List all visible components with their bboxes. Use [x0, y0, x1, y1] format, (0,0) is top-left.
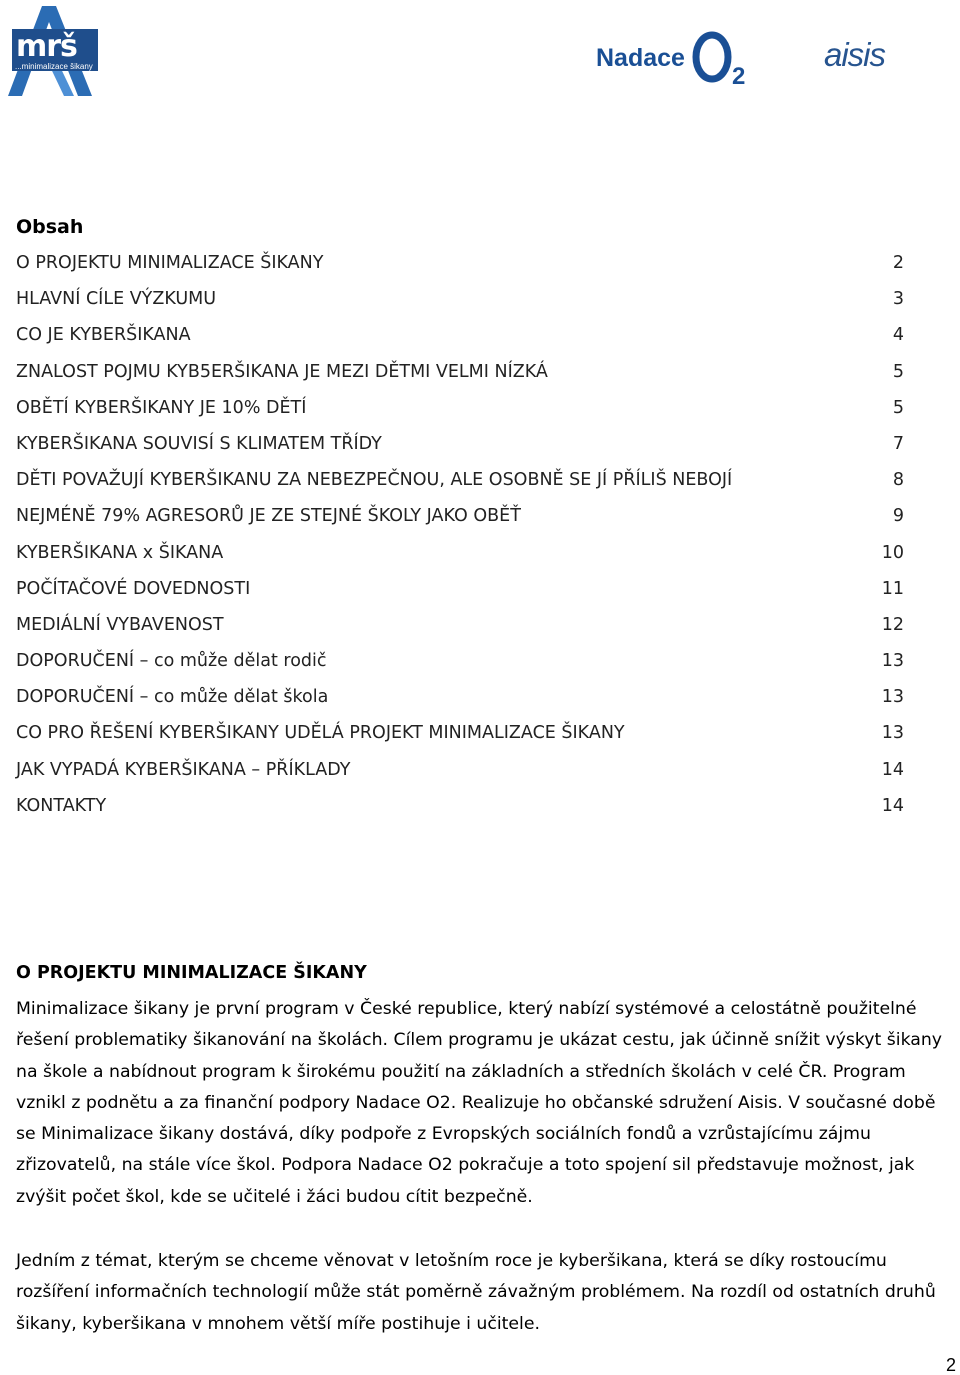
toc-item[interactable]	[16, 288, 904, 324]
toc-item-page: 14	[881, 759, 904, 780]
toc-item-page: 4	[892, 325, 904, 346]
mrs-logo-bar	[12, 29, 98, 71]
toc-item[interactable]	[16, 397, 904, 433]
toc-item-title: NEJMÉNĚ 79% AGRESORŮ JE ZE STEJNÉ ŠKOLY JAKO OBĚŤ	[16, 506, 521, 527]
toc-item[interactable]	[16, 722, 904, 758]
toc-item-title: CO JE KYBERŠIKANA	[16, 325, 191, 346]
toc-item-page: 7	[892, 433, 904, 454]
table-of-contents	[16, 252, 904, 831]
toc-item-page: 5	[892, 397, 904, 418]
o2-logo-icon	[692, 30, 754, 88]
nadace-o2-logo	[596, 30, 756, 90]
toc-item-page: 8	[892, 470, 904, 491]
toc-item-page: 13	[881, 723, 904, 744]
mrs-logo-word: mrš	[16, 29, 77, 64]
toc-item[interactable]	[16, 361, 904, 397]
aisis-logo	[824, 38, 928, 72]
toc-item[interactable]	[16, 650, 904, 686]
toc-item-title: DOPORUČENÍ – co může dělat škola	[16, 687, 329, 708]
toc-item-title: POČÍTAČOVÉ DOVEDNOSTI	[16, 578, 251, 599]
toc-item[interactable]	[16, 686, 904, 722]
toc-item-page: 9	[892, 506, 904, 527]
toc-item-title: KONTAKTY	[16, 795, 107, 816]
nadace-logo-word: Nadace	[596, 44, 685, 72]
toc-item[interactable]	[16, 433, 904, 469]
toc-item[interactable]	[16, 795, 904, 831]
section-paragraph-2: Jedním z témat, kterým se chceme věnovat v letošním roce je kyberšikana, která se díky rostoucímu rozšíření informačních technologií může stát poměrně závažným problémem. Na rozdíl od ostatních druhů šikany, kyberšikana v mnohem větší míře postihuje i učitele.	[16, 1251, 936, 1334]
section-paragraph-1: Minimalizace šikany je první program v České republice, který nabízí systémové a celostátně použitelné řešení problematiky šikanování na školách. Cílem programu je ukázat cestu, jak účinně snížit výskyt šikany na škole a nabídnout program k širokému použití na základních a středních školách v celé ČR. Program vznikl z podnětu a za finanční podpory Nadace O2. Realizuje ho občanské sdružení Aisis. V současné době se Minimalizace šikany dostává, díky podpoře z Evropských sociálních fondů a vzrůstajícímu zájmu zřizovatelů, na stále více škol. Podpora Nadace O2 pokračuje a toto spojení sil představuje možnost, jak zvýšit počet škol, kde se učitelé i žáci budou cítit bezpečně.	[16, 999, 943, 1207]
aisis-logo-word: aisis	[824, 36, 886, 73]
toc-item-title: DĚTI POVAŽUJÍ KYBERŠIKANU ZA NEBEZPEČNOU, ALE OSOBNĚ SE JÍ PŘÍLIŠ NEBOJÍ	[16, 470, 733, 491]
toc-item-page: 10	[881, 542, 904, 563]
toc-item-title: HLAVNÍ CÍLE VÝZKUMU	[16, 289, 217, 310]
toc-item[interactable]	[16, 759, 904, 795]
mrs-logo-tagline: ...minimalizace šikany	[15, 62, 93, 71]
toc-item[interactable]	[16, 505, 904, 541]
toc-item-title: KYBERŠIKANA x ŠIKANA	[16, 542, 224, 563]
svg-text:2: 2	[732, 63, 746, 88]
toc-item[interactable]	[16, 324, 904, 360]
toc-item-title: O PROJEKTU MINIMALIZACE ŠIKANY	[16, 253, 324, 273]
toc-item-page: 14	[881, 795, 904, 816]
toc-heading: Obsah	[16, 216, 84, 238]
toc-item-title: OBĚTÍ KYBERŠIKANY JE 10% DĚTÍ	[16, 397, 307, 418]
section-heading: O PROJEKTU MINIMALIZACE ŠIKANY	[16, 963, 367, 983]
toc-item-title: CO PRO ŘEŠENÍ KYBERŠIKANY UDĚLÁ PROJEKT MINIMALIZACE ŠIKANY	[16, 723, 625, 744]
toc-item-page: 11	[881, 578, 904, 599]
toc-item-page: 2	[892, 253, 904, 273]
toc-item[interactable]	[16, 542, 904, 578]
toc-item-page: 13	[881, 687, 904, 708]
toc-item-page: 12	[881, 614, 904, 635]
toc-item[interactable]	[16, 252, 904, 288]
toc-item[interactable]	[16, 469, 904, 505]
page-number: 2	[945, 1355, 956, 1375]
toc-item-page: 5	[892, 361, 904, 382]
toc-item-title: JAK VYPADÁ KYBERŠIKANA – PŘÍKLADY	[16, 759, 351, 780]
toc-item-page: 13	[881, 651, 904, 672]
toc-item-page: 3	[892, 289, 904, 310]
toc-item-title: KYBERŠIKANA SOUVISÍ S KLIMATEM TŘÍDY	[16, 433, 382, 454]
toc-item[interactable]	[16, 614, 904, 650]
toc-item-title: MEDIÁLNÍ VYBAVENOST	[16, 614, 224, 635]
mrs-logo	[8, 6, 94, 96]
toc-item-title: DOPORUČENÍ – co může dělat rodič	[16, 651, 327, 672]
toc-item-title: ZNALOST POJMU KYB5ERŠIKANA JE MEZI DĚTMI VELMI NÍZKÁ	[16, 361, 548, 382]
toc-item[interactable]	[16, 578, 904, 614]
